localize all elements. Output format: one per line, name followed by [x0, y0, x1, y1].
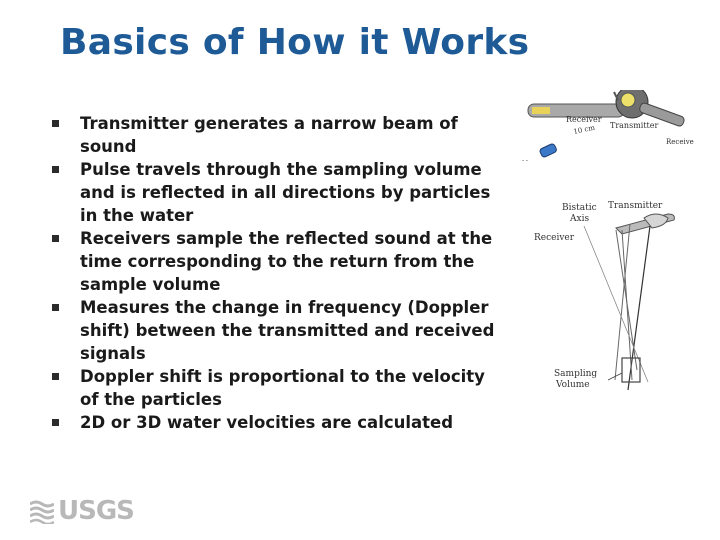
bullet-text: 2D or 3D water velocities are calculated: [80, 413, 454, 432]
bullet-item: [46, 411, 506, 434]
sampling-label-line2: Volume: [556, 380, 590, 390]
bullet-text: Transmitter generates a narrow beam of sound: [80, 114, 458, 156]
probe-photo: [522, 90, 694, 164]
bullet-text: Receivers sample the reflected sound at the time corresponding to the return from the sample volume: [80, 229, 493, 294]
probe-transmitter-label: Transmitter: [610, 121, 659, 130]
bullet-marker-icon: [52, 373, 59, 380]
bullet-marker-icon: [52, 304, 59, 311]
bullet-marker-icon: [52, 235, 59, 242]
usgs-wave-icon: [30, 498, 54, 524]
receiver-label: Receiver: [534, 233, 575, 243]
bistatic-label-line2: Axis: [570, 214, 590, 224]
probe-distance-label: 10 cm: [572, 123, 596, 136]
usgs-logo: [30, 496, 134, 526]
bullet-item: [46, 227, 506, 296]
bistatic-diagram: [534, 201, 674, 390]
bullet-text: Measures the change in frequency (Doppler shift) between the transmitted and received signals: [80, 298, 495, 363]
adv-probe-figure: [518, 90, 698, 410]
bullet-text: Doppler shift is proportional to the velocity of the particles: [80, 367, 485, 409]
svg-text:- -: - -: [522, 157, 528, 164]
bullet-marker-icon: [52, 166, 59, 173]
bullet-item: [46, 365, 506, 411]
bullet-item: [46, 112, 506, 158]
usgs-logo-text: USGS: [58, 496, 134, 526]
sampling-label-line1: Sampling: [554, 369, 598, 379]
bullet-marker-icon: [52, 419, 59, 426]
probe-receiver-label: Receiver: [566, 115, 602, 124]
bullet-item: [46, 158, 506, 227]
transmitter-label: Transmitter: [608, 201, 663, 211]
bistatic-label-line1: Bistatic: [562, 203, 597, 213]
probe-receive-label: Receive: [666, 138, 694, 146]
slide-title: Basics of How it Works: [60, 22, 530, 63]
bullet-item: [46, 296, 506, 365]
bullet-list: [46, 112, 506, 434]
bullet-text: Pulse travels through the sampling volume and is reflected in all directions by particles in the water: [80, 160, 491, 225]
bullet-marker-icon: [52, 120, 59, 127]
